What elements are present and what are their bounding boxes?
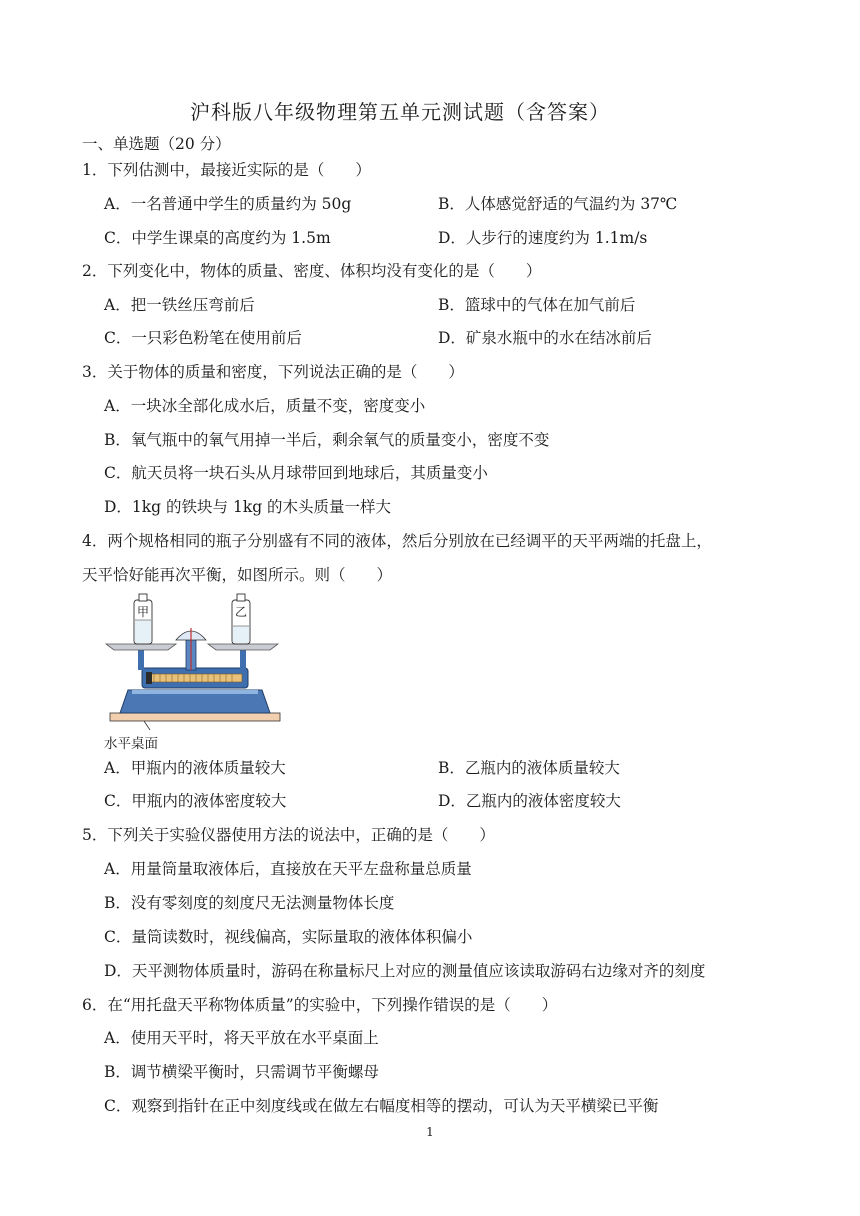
question-2-option-d: D．矿泉水瓶中的水在结冰前后	[438, 329, 652, 347]
question-5-option-d: D．天平测物体质量时，游码在称量标尺上对应的测量值应该读取游码右边缘对齐的刻度	[104, 962, 706, 980]
base-highlight	[132, 690, 258, 694]
table-surface	[110, 713, 280, 721]
question-6-option-b: B．调节横梁平衡时，只需调节平衡螺母	[104, 1063, 379, 1081]
question-4-option-b: B．乙瓶内的液体质量较大	[438, 759, 620, 777]
question-2-option-a: A．把一铁丝压弯前后	[104, 296, 255, 314]
question-5-option-c: C．量筒读数时，视线偏高，实际量取的液体体积偏小	[104, 928, 473, 946]
question-1-option-b: B．人体感觉舒适的气温约为 37℃	[438, 195, 678, 213]
question-3-option-a: A．一块冰全部化成水后，质量不变，密度变小	[104, 397, 426, 415]
question-3-option-b: B．氧气瓶中的氧气用掉一半后，剩余氧气的质量变小，密度不变	[104, 431, 550, 449]
balance-illustration	[102, 592, 282, 732]
question-3-option-d: D．1kg 的铁块与 1kg 的木头质量一样大	[104, 498, 392, 516]
page-number: 1	[426, 1125, 434, 1139]
balance-figure	[102, 592, 282, 752]
question-2-option-c: C．一只彩色粉笔在使用前后	[104, 329, 302, 347]
question-4-stem-continued: 天平恰好能再次平衡，如图所示。则（ ）	[82, 566, 393, 584]
question-4-option-a: A．甲瓶内的液体质量较大	[104, 759, 286, 777]
question-3-stem: 3．关于物体的质量和密度，下列说法正确的是（ ）	[82, 363, 464, 381]
bottle-left-label: 甲	[136, 605, 150, 619]
left-pan-support	[138, 648, 144, 670]
left-pan	[106, 644, 176, 650]
question-5-option-a: A．用量筒量取液体后，直接放在天平左盘称量总质量	[104, 860, 472, 878]
question-3-option-c: C．航天员将一块石头从月球带回到地球后，其质量变小	[104, 464, 488, 482]
question-2-option-b: B．篮球中的气体在加气前后	[438, 296, 636, 314]
beam-scale	[148, 674, 242, 682]
question-1-option-a: A．一名普通中学生的质量约为 50g	[104, 195, 352, 213]
bottle-left	[134, 594, 152, 644]
caption-leader-line	[144, 721, 150, 730]
section-heading: 一、单选题（20 分）	[82, 135, 231, 153]
question-2-stem: 2．下列变化中，物体的质量、密度、体积均没有变化的是（ ）	[82, 262, 542, 280]
question-5-stem: 5．下列关于实验仪器使用方法的说法中，正确的是（ ）	[82, 826, 495, 844]
right-pan-support	[240, 648, 246, 670]
right-pan	[208, 644, 278, 650]
question-1-option-d: D．人步行的速度约为 1.1m/s	[438, 229, 648, 247]
bottle-right-label: 乙	[234, 605, 248, 619]
rider	[146, 672, 152, 684]
document-title: 沪科版八年级物理第五单元测试题（含答案）	[190, 100, 610, 124]
question-4-option-d: D．乙瓶内的液体密度较大	[438, 792, 621, 810]
question-6-option-c: C．观察到指针在正中刻度线或在做左右幅度相等的摆动，可认为天平横梁已平衡	[104, 1097, 659, 1115]
question-1-option-c: C．中学生课桌的高度约为 1.5m	[104, 229, 331, 247]
question-6-option-a: A．使用天平时，将天平放在水平桌面上	[104, 1029, 379, 1047]
question-5-option-b: B．没有零刻度的刻度尺无法测量物体长度	[104, 894, 395, 912]
figure-caption: 水平桌面	[104, 736, 158, 752]
question-4-stem: 4．两个规格相同的瓶子分别盛有不同的液体，然后分别放在已经调平的天平两端的托盘上，	[82, 532, 712, 550]
question-1-stem: 1．下列估测中，最接近实际的是（ ）	[82, 161, 371, 179]
bottle-right	[232, 594, 250, 644]
question-4-option-c: C．甲瓶内的液体密度较大	[104, 792, 287, 810]
question-6-stem: 6．在“用托盘天平称物体质量”的实验中，下列操作错误的是（ ）	[82, 996, 558, 1014]
